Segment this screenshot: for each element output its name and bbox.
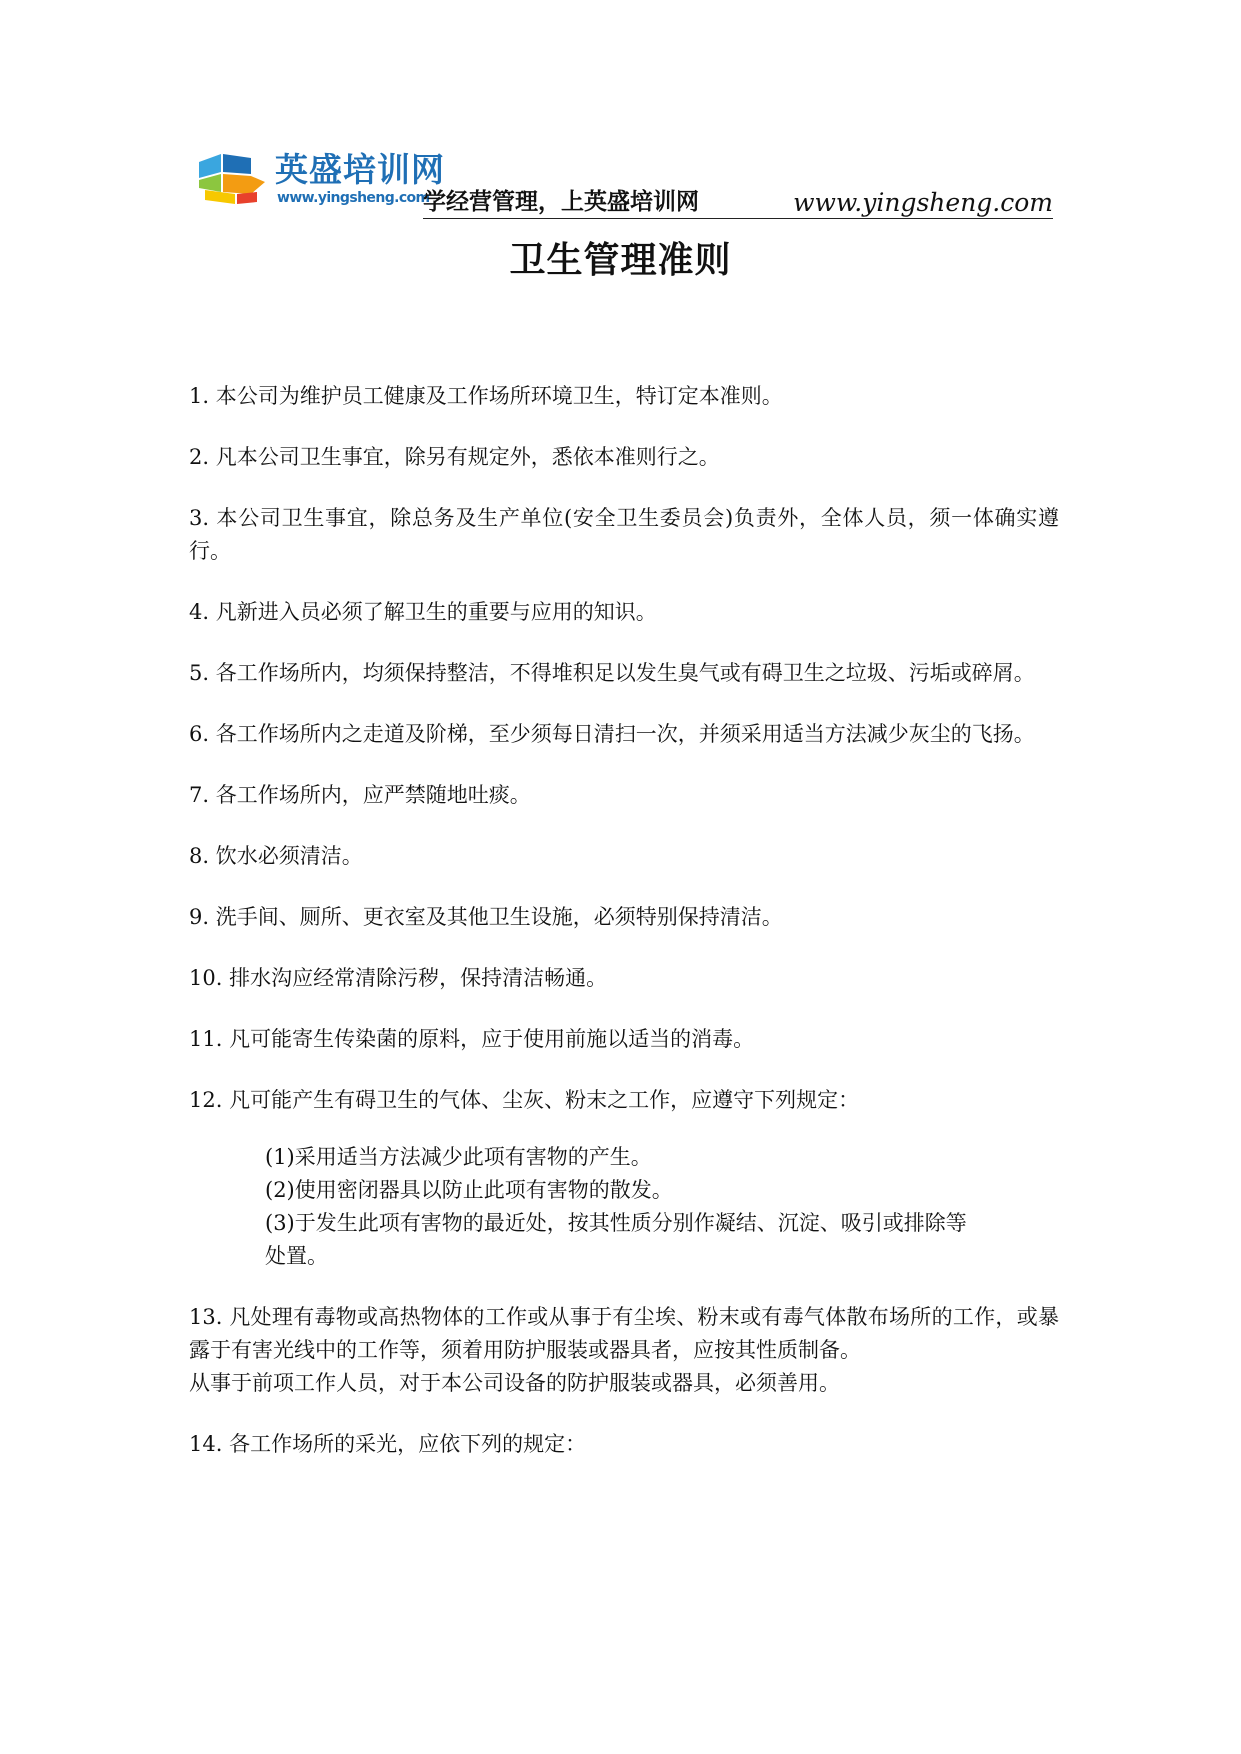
paragraph-7: 7. 各工作场所内，应严禁随地吐痰。: [189, 783, 531, 807]
paragraph-5: 5. 各工作场所内，均须保持整洁，不得堆积足以发生臭气或有碍卫生之垃圾、污垢或碎屑。: [189, 661, 1035, 685]
slogan-text: 学经营管理，上英盛培训网: [423, 189, 699, 215]
paragraph-2: 2. 凡本公司卫生事宜，除另有规定外，悉依本准则行之。: [189, 445, 720, 469]
paragraph-8: 8. 饮水必须清洁。: [189, 844, 363, 868]
paragraph-4: 4. 凡新进入员必须了解卫生的重要与应用的知识。: [189, 600, 657, 624]
paragraph-10: 10. 排水沟应经常清除污秽，保持清洁畅通。: [189, 966, 608, 990]
logo-title: 英盛培训网: [275, 150, 445, 189]
slogan-url: www.yingsheng.com: [793, 188, 1053, 217]
paragraph-14: 14. 各工作场所的采光，应依下列的规定：: [189, 1432, 587, 1456]
sub-item-3: (3)于发生此项有害物的最近处，按其性质分别作凝结、沉淀、吸引或排除等处置。: [265, 1211, 967, 1268]
paragraph-1: 1. 本公司为维护员工健康及工作场所环境卫生，特订定本准则。: [189, 384, 783, 408]
logo-url: www.yingsheng.com: [277, 190, 430, 206]
paragraph-12-sub-list: [265, 1141, 985, 1273]
paragraph-11: 11. 凡可能寄生传染菌的原料，应于使用前施以适当的消毒。: [189, 1027, 755, 1051]
paragraph-13-continued: 从事于前项工作人员，对于本公司设备的防护服装或器具，必须善用。: [189, 1371, 840, 1395]
paragraph-6: 6. 各工作场所内之走道及阶梯，至少须每日清扫一次，并须采用适当方法减少灰尘的飞扬。: [189, 722, 1035, 746]
page-header: [195, 140, 1055, 220]
paragraph-13: 13. 凡处理有毒物或高热物体的工作或从事于有尘埃、粉末或有毒气体散布场所的工作，或暴露于有害光线中的工作等，须着用防护服装或器具者，应按其性质制备。: [189, 1305, 1059, 1362]
paragraph-3: 3. 本公司卫生事宜，除总务及生产单位(安全卫生委员会)负责外，全体人员，须一体确实遵行。: [189, 506, 1059, 563]
logo-icon: [195, 148, 269, 208]
sub-item-2: (2)使用密闭器具以防止此项有害物的散发。: [265, 1178, 673, 1202]
paragraph-12: 12. 凡可能产生有碍卫生的气体、尘灰、粉末之工作，应遵守下列规定：: [189, 1088, 860, 1112]
sub-item-1: (1)采用适当方法减少此项有害物的产生。: [265, 1145, 652, 1169]
paragraph-9: 9. 洗手间、厕所、更衣室及其他卫生设施，必须特别保持清洁。: [189, 905, 783, 929]
header-slogan-bar: [423, 188, 1053, 219]
document-body: [189, 380, 1059, 1489]
document-title: 卫生管理准则: [509, 240, 732, 281]
